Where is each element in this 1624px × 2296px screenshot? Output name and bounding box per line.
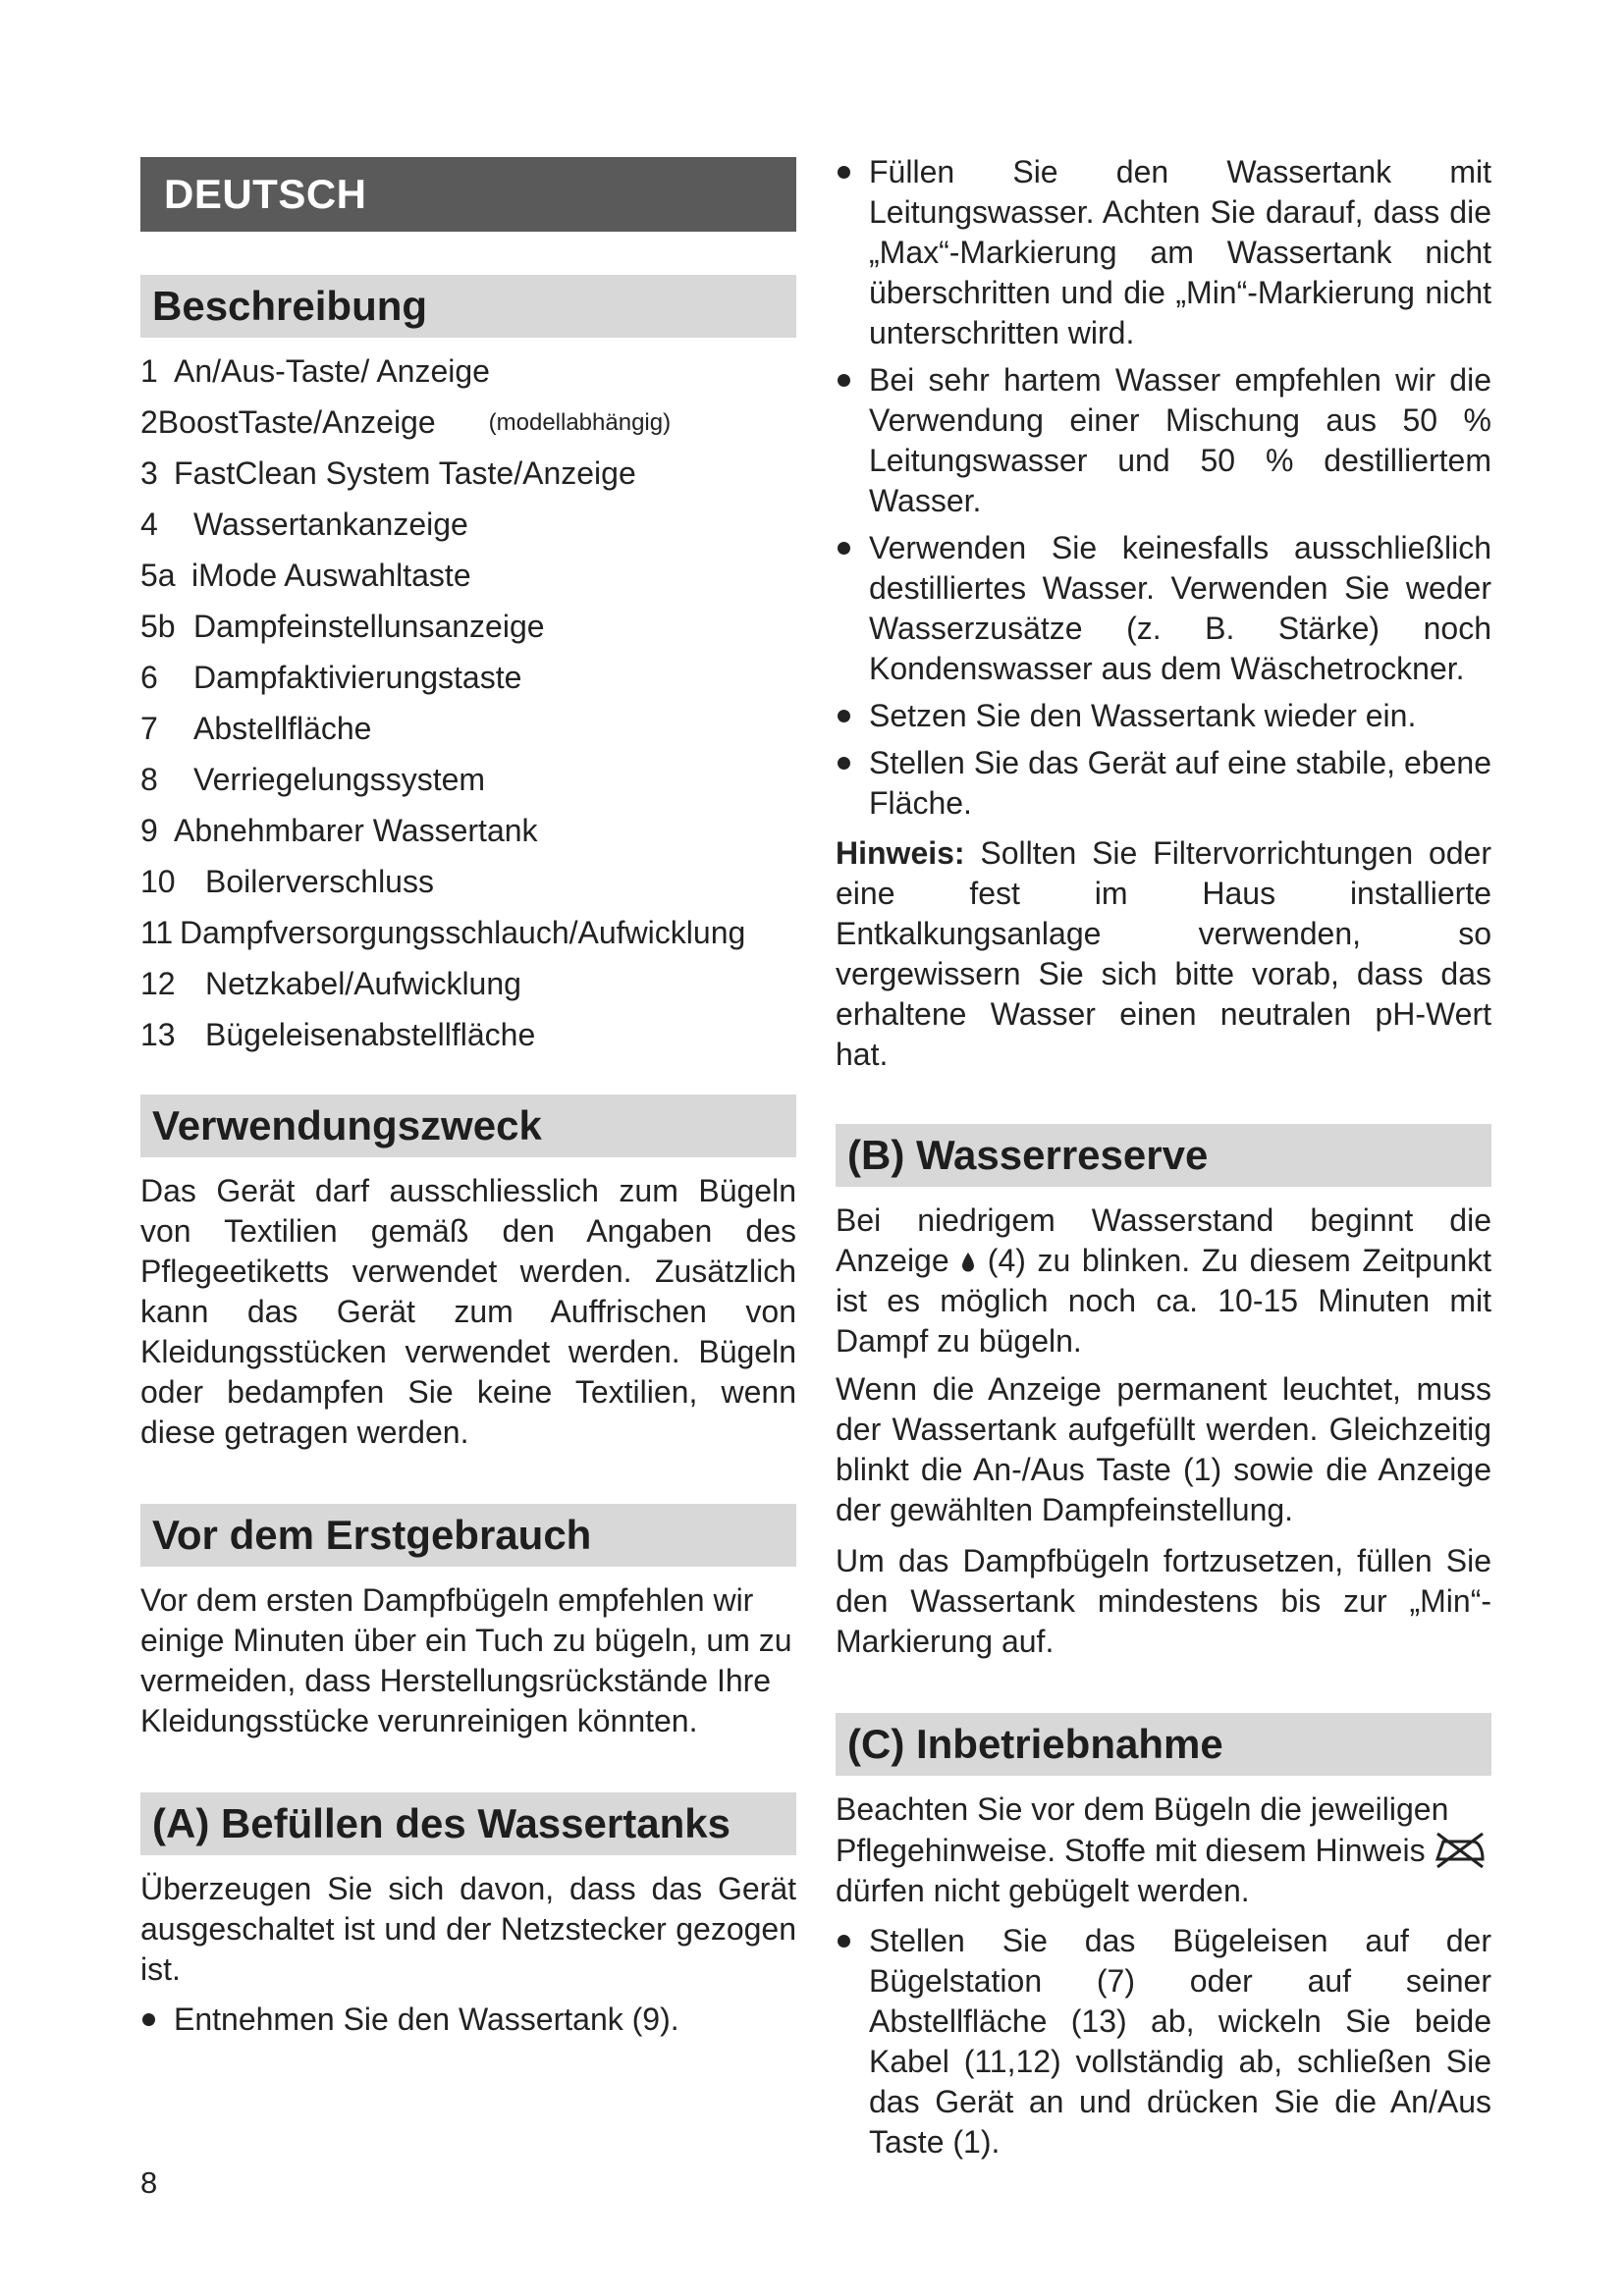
section-heading-befuellen: (A) Befüllen des Wassertanks bbox=[140, 1792, 796, 1855]
section-heading-erstgebrauch: Vor dem Erstgebrauch bbox=[140, 1504, 796, 1567]
list-item: 12 Netzkabel/Aufwicklung bbox=[140, 966, 521, 1001]
bullet-icon bbox=[838, 542, 850, 555]
list-item: 3 FastClean System Taste/Anzeige bbox=[140, 455, 636, 491]
bullet-icon bbox=[838, 1935, 850, 1948]
list-item: 11 Dampfversorgungsschlauch/Aufwicklung bbox=[140, 915, 746, 950]
language-banner: DEUTSCH bbox=[140, 157, 796, 232]
section-heading-beschreibung: Beschreibung bbox=[140, 275, 796, 338]
bullet-icon bbox=[838, 166, 850, 179]
bullet-item: Setzen Sie den Wassertank wieder ein. bbox=[836, 696, 1491, 736]
list-item: 2 BoostTaste/Anzeige (modellabhängig) bbox=[140, 404, 672, 440]
model-note: (modellabhängig) bbox=[488, 409, 672, 436]
water-drop-icon bbox=[960, 1252, 976, 1273]
hinweis-label: Hinweis: bbox=[836, 835, 965, 871]
section-heading-verwendungszweck: Verwendungszweck bbox=[140, 1095, 796, 1157]
befuellen-text: Überzeugen Sie sich davon, dass das Gerät ausgeschaltet ist und der Netzstecker gezogen ist. bbox=[140, 1871, 796, 1987]
list-item: 9 Abnehmbarer Wassertank bbox=[140, 813, 538, 848]
section-heading-wasserreserve: (B) Wasserreserve bbox=[836, 1124, 1491, 1187]
bullet-item: Entnehmen Sie den Wassertank (9). bbox=[140, 2000, 796, 2040]
page-number: 8 bbox=[140, 2165, 158, 2200]
section-heading-inbetriebnahme: (C) Inbetriebnahme bbox=[836, 1713, 1491, 1776]
parts-list bbox=[140, 351, 796, 1055]
list-item: 1 An/Aus-Taste/ Anzeige bbox=[140, 353, 490, 389]
verwendungszweck-text: Das Gerät darf ausschliesslich zum Bügeln von Textilien gemäß den Angaben des Pflegeetiketts verwendet werden. Zusätzlich kann das Gerät zum Auffrischen von Kleidungsstücken verwendet werden. Bügeln oder bedampfen Sie keine Textilien, wenn diese getragen werden. bbox=[140, 1173, 796, 1450]
bullet-item: Stellen Sie das Gerät auf eine stabile, ebene Fläche. bbox=[836, 743, 1491, 824]
bullet-icon bbox=[838, 710, 850, 722]
list-item: 13 Bügeleisenabstellfläche bbox=[140, 1017, 536, 1052]
wasserreserve-text-3: Um das Dampfbügeln fortzusetzen, füllen Sie den Wassertank mindestens bis zur „Min“-Markierung auf. bbox=[836, 1543, 1491, 1659]
wasserreserve-text-2: Wenn die Anzeige permanent leuchtet, muss der Wassertank aufgefüllt werden. Gleichzeitig blinkt die An-/Aus Taste (1) sowie die Anzeige der gewählten Dampfeinstellung. bbox=[836, 1371, 1491, 1527]
list-item: 8 Verriegelungssystem bbox=[140, 762, 486, 797]
list-item: 7 Abstellfläche bbox=[140, 711, 372, 746]
list-item: 5b Dampfeinstellunsanzeige bbox=[140, 609, 545, 644]
list-item: 4 Wassertankanzeige bbox=[140, 507, 468, 542]
no-ironing-icon bbox=[1434, 1830, 1487, 1869]
erstgebrauch-text: Vor dem ersten Dampfbügeln empfehlen wir einige Minuten über ein Tuch zu bügeln, um zu vermeiden, dass Herstellungsrückstände Ihre Kleidungsstücke verunreinigen könnten. bbox=[140, 1582, 792, 1738]
bullet-item: Stellen Sie das Bügeleisen auf der Bügelstation (7) oder auf seiner Abstellfläche (13) ab, wickeln Sie beide Kabel (11,12) vollständig ab, schließen Sie das Gerät an und drücken Sie die An/Aus Taste (1). bbox=[836, 1921, 1491, 2163]
hinweis-note: Hinweis: Sollten Sie Filtervorrichtungen oder eine fest im Haus installierte Entkalkungsanlage verwenden, so vergewissern Sie sich bitte vorab, dass das erhaltene Wasser einen neutralen pH-Wert hat. bbox=[836, 835, 1492, 1072]
bullet-item: Bei sehr hartem Wasser empfehlen wir die Verwendung einer Mischung aus 50 % Leitungswasser und 50 % destilliertem Wasser. bbox=[836, 360, 1491, 521]
bullet-icon bbox=[838, 374, 850, 387]
wasserreserve-text-1: Bei niedrigem Wasserstand beginnt die Anzeige (4) zu blinken. Zu diesem Zeitpunkt ist es möglich noch ca. 10-15 Minuten mit Dampf zu bügeln. bbox=[836, 1202, 1492, 1359]
list-item: 5a iMode Auswahltaste bbox=[140, 558, 471, 593]
right-column bbox=[836, 152, 1491, 2163]
list-item: 10 Boilerverschluss bbox=[140, 864, 434, 899]
list-item: 6 Dampfaktivierungstaste bbox=[140, 660, 522, 695]
inbetriebnahme-text: Beachten Sie vor dem Bügeln die jeweiligen Pflegehinweise. Stoffe mit diesem Hinweis dürfen nicht gebügelt werden. bbox=[836, 1789, 1491, 1911]
bullet-icon bbox=[142, 2013, 155, 2026]
bullet-icon bbox=[838, 757, 850, 770]
bullet-item: Füllen Sie den Wassertank mit Leitungswasser. Achten Sie darauf, dass die „Max“-Markierung am Wassertank nicht überschritten und die „Min“-Markierung nicht unterschritten wird. bbox=[836, 152, 1491, 353]
bullet-item: Verwenden Sie keinesfalls ausschließlich destilliertes Wasser. Verwenden Sie weder Wasserzusätze (z. B. Stärke) noch Kondenswasser aus dem Wäschetrockner. bbox=[836, 528, 1491, 689]
left-column bbox=[140, 157, 796, 2040]
